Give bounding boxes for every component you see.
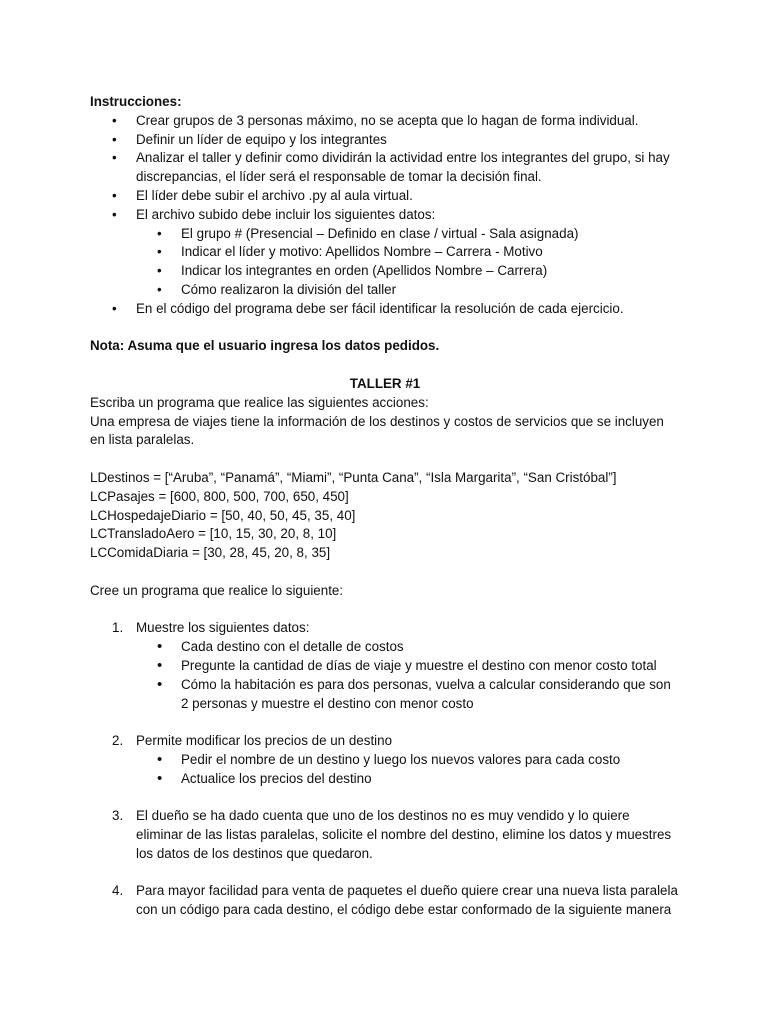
document-page xyxy=(90,93,680,920)
instruction-item: • Crear grupos de 3 personas máximo, no se acepta que lo hagan de forma individual. xyxy=(90,112,680,131)
bullet-icon: • xyxy=(157,675,163,693)
bullet-icon: • xyxy=(157,244,162,260)
task-sub-item: • Actualice los precios del destino xyxy=(157,769,372,787)
instruction-item: • El archivo subido debe incluir los siguientes datos: xyxy=(90,206,680,225)
bullet-icon: • xyxy=(112,300,117,316)
instruction-item: • El líder debe subir el archivo .py al aula virtual. xyxy=(90,187,680,206)
task-list xyxy=(90,807,680,863)
bullet-icon: • xyxy=(112,112,117,128)
task-list xyxy=(90,619,680,713)
task-item: 4. Para mayor facilidad para venta de paquetes el dueño quiere crear una nueva lista paralela con un código para cada destino, el código debe estar conformado de la siguiente manera xyxy=(112,883,678,918)
instruction-item: • Definir un líder de equipo y los integrantes xyxy=(90,131,680,150)
instruction-item: • Analizar el taller y definir como dividirán la actividad entre los integrantes del grupo, si hay discrepancias, el líder será el responsable de tomar la decisión final. xyxy=(112,150,670,185)
bullet-icon: • xyxy=(112,206,117,222)
task-list xyxy=(90,882,680,920)
instruction-sub-item: • Indicar los integrantes en orden (Apellidos Nombre – Carrera) xyxy=(90,262,680,281)
task-sub-item: • Cómo la habitación es para dos personas, vuelva a calcular considerando que son 2 personas y muestre el destino con menor costo xyxy=(157,675,671,711)
bullet-icon: • xyxy=(112,150,117,166)
taller-title: TALLER #1 xyxy=(349,375,421,391)
task-item: 3. El dueño se ha dado cuenta que uno de los destinos no es muy vendido y lo quiere eliminar de las listas paralelas, solicite el nombre del destino, elimine los datos y muestres los datos de los destinos que quedaron. xyxy=(112,808,672,861)
list-definition: LDestinos = [“Aruba”, “Panamá”, “Miami”, “Punta Cana”, “Isla Margarita”, “San Cristóbal”] xyxy=(90,469,617,485)
list-definition: LCComidaDiaria = [30, 28, 45, 20, 8, 35] xyxy=(90,545,331,561)
list-definition: LCHospedajeDiario = [50, 40, 50, 45, 35, 40] xyxy=(90,507,356,523)
instruction-sub-item: • Indicar el líder y motivo: Apellidos Nombre – Carrera - Motivo xyxy=(90,243,680,262)
taller-intro: Escriba un programa que realice las siguientes acciones: xyxy=(90,394,429,410)
bullet-icon: • xyxy=(157,656,163,674)
list-definition: LCPasajes = [600, 800, 500, 700, 650, 450] xyxy=(90,488,349,504)
bullet-icon: • xyxy=(112,131,117,147)
instruction-item: • En el código del programa debe ser fácil identificar la resolución de cada ejercicio. xyxy=(90,300,680,319)
instructions-list xyxy=(90,112,680,319)
create-prompt: Cree un programa que realice lo siguiente: xyxy=(90,582,344,598)
bullet-icon: • xyxy=(157,750,163,768)
task-number: 3. xyxy=(112,808,124,824)
task-item: 1. Muestre los siguientes datos: xyxy=(90,619,680,638)
task-sub-item: • Pregunte la cantidad de días de viaje y muestre el destino con menor costo total xyxy=(157,656,657,674)
instruction-sub-item: • Cómo realizaron la división del taller xyxy=(90,281,680,300)
note-text: Nota: Asuma que el usuario ingresa los datos pedidos. xyxy=(90,338,440,354)
bullet-icon: • xyxy=(157,769,163,787)
bullet-icon: • xyxy=(157,638,163,656)
instruction-sub-item: • El grupo # (Presencial – Definido en clase / virtual - Sala asignada) xyxy=(90,225,680,244)
task-number: 2. xyxy=(112,733,124,749)
instructions-heading: Instrucciones: xyxy=(90,94,182,109)
bullet-icon: • xyxy=(112,187,117,203)
task-item: 2. Permite modificar los precios de un destino xyxy=(90,732,680,751)
task-number: 1. xyxy=(112,620,124,636)
task-list xyxy=(90,732,680,788)
taller-description: Una empresa de viajes tiene la información de los destinos y costos de servicios que se incluyen en lista paralelas. xyxy=(90,413,664,448)
bullet-icon: • xyxy=(157,263,162,279)
task-sub-item: • Cada destino con el detalle de costos xyxy=(157,638,404,656)
bullet-icon: • xyxy=(157,225,162,241)
task-number: 4. xyxy=(112,883,124,899)
list-definition: LCTransladoAero = [10, 15, 30, 20, 8, 10] xyxy=(90,526,337,542)
task-sub-item: • Pedir el nombre de un destino y luego los nuevos valores para cada costo xyxy=(157,750,621,768)
bullet-icon: • xyxy=(157,281,162,297)
